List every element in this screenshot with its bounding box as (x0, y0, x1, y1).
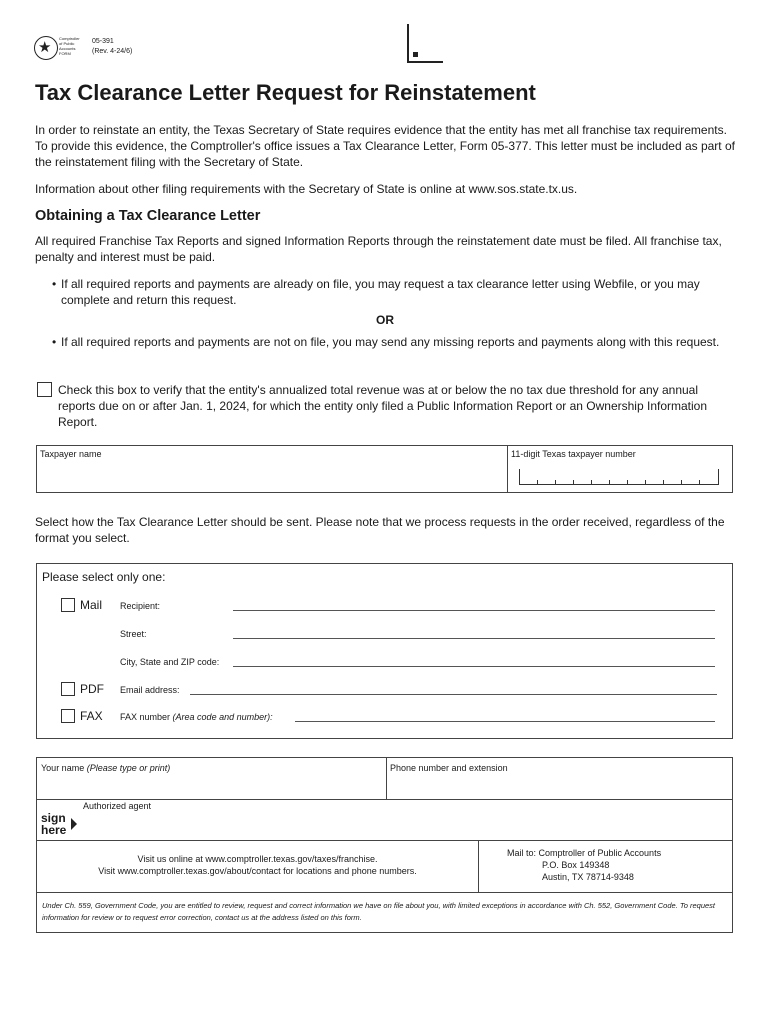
visit-franchise-link: Visit us online at www.comptroller.texas.gov/taxes/franchise. (137, 854, 378, 864)
email-label: Email address: (120, 685, 180, 695)
section-heading: Obtaining a Tax Clearance Letter (35, 208, 261, 224)
taxpayer-number-field[interactable] (519, 468, 719, 485)
po-box-line: P.O. Box 149348 (542, 860, 610, 870)
digit-tick (645, 480, 646, 485)
mail-checkbox[interactable] (61, 598, 75, 612)
agency-line: of Public (59, 41, 75, 46)
or-divider: OR (376, 313, 394, 327)
digit-tick (537, 480, 538, 485)
digit-tick (555, 480, 556, 485)
row-divider (37, 799, 732, 800)
digit-tick (663, 480, 664, 485)
your-name-field[interactable] (39, 774, 384, 798)
digit-tick (627, 480, 628, 485)
form-number: 05-391 (92, 38, 114, 45)
star-icon: ★ (38, 39, 52, 56)
fax-number-label (120, 712, 273, 722)
visit-online-text (37, 853, 478, 877)
taxpayer-number-label: 11-digit Texas taxpayer number (511, 449, 636, 459)
agency-name (59, 36, 81, 56)
divider (478, 840, 479, 892)
delivery-instructions: Select how the Tax Clearance Letter should be sent. Please note that we process requests in the order received, regardless of the format you select. (35, 515, 725, 545)
your-name-label-text: Your name (41, 763, 85, 773)
page-title: Tax Clearance Letter Request for Reinstatement (35, 80, 536, 105)
phone-label: Phone number and extension (390, 763, 508, 773)
street-label: Street: (120, 629, 147, 639)
form-revision: (Rev. 4-24/6) (92, 48, 133, 55)
city-state-zip-label: City, State and ZIP code: (120, 657, 220, 667)
bullet-item (52, 334, 741, 350)
your-name-label (41, 763, 170, 773)
row-divider (37, 840, 732, 841)
street-field[interactable] (233, 638, 715, 639)
your-name-hint: (Please type or print) (86, 763, 171, 773)
corner-mark (413, 52, 418, 57)
bullet-icon: • (52, 335, 57, 349)
bullet-text: If all required reports and payments are already on file, you may request a tax clearance letter using Webfile, or you may complete and return this request. (61, 277, 700, 307)
bullet-item (52, 276, 741, 308)
field-baseline (519, 484, 719, 485)
fax-label: FAX (80, 709, 103, 723)
mail-label: Mail (80, 598, 103, 612)
digit-tick (699, 480, 700, 485)
sign-word: sign (41, 811, 66, 825)
sign-here-arrow-icon (71, 818, 77, 830)
digit-tick (681, 480, 682, 485)
email-field[interactable] (190, 694, 717, 695)
comptroller-seal-logo (34, 36, 58, 60)
divider (386, 758, 387, 799)
bullet-text: If all required reports and payments are not on file, you may send any missing reports and payments along with this request. (61, 335, 720, 349)
intro-paragraph: In order to reinstate an entity, the Texas Secretary of State requires evidence that the entity has met all franchise tax requirements. To provide this evidence, the Comptroller's office issues a Tax Clearance Letter, Form 05-377. This letter must be included as part of the reinstatement filing with the Secretary of State. (35, 123, 735, 169)
form-id (92, 37, 132, 57)
digit-tick (519, 469, 520, 485)
corner-mark (407, 24, 409, 63)
phone-field[interactable] (388, 774, 731, 798)
digit-tick (609, 480, 610, 485)
agency-line: Comptroller (59, 36, 80, 41)
recipient-field[interactable] (233, 610, 715, 611)
fax-number-field[interactable] (295, 721, 715, 722)
row-divider (37, 892, 732, 893)
taxpayer-info-box (36, 445, 733, 493)
requirements-paragraph: All required Franchise Tax Reports and signed Information Reports through the reinstatement date must be filed. All franchise tax, penalty and interest must be paid. (35, 234, 722, 264)
fax-number-hint: (Area code and number): (172, 712, 273, 722)
here-word: here (41, 823, 67, 837)
digit-tick (718, 469, 719, 485)
authorized-agent-label: Authorized agent (83, 801, 152, 811)
recipient-label: Recipient: (120, 601, 161, 611)
mailing-address (507, 847, 661, 883)
city-state-zip-field[interactable] (233, 666, 715, 667)
fax-checkbox[interactable] (61, 709, 75, 723)
sign-here-marker (41, 812, 66, 836)
delivery-method-box (36, 563, 733, 739)
digit-tick (573, 480, 574, 485)
digit-tick (591, 480, 592, 485)
agency-line: Accounts (59, 46, 76, 51)
visit-contact-link: Visit www.comptroller.texas.gov/about/contact for locations and phone numbers. (98, 866, 417, 876)
corner-mark (407, 61, 443, 63)
pdf-label: PDF (80, 682, 104, 696)
signature-field[interactable] (79, 810, 729, 838)
privacy-notice: Under Ch. 559, Government Code, you are entitled to review, request and correct information we have on file about you, with limited exceptions in accordance with Ch. 552, Government Code. To request information for review or to request error correction, contact us at the address listed on this form. (42, 901, 716, 922)
select-one-header: Please select only one: (42, 570, 166, 584)
city-line: Austin, TX 78714-9348 (542, 872, 634, 882)
agency-line: FORM (59, 51, 71, 56)
taxpayer-name-label: Taxpayer name (40, 449, 102, 459)
revenue-threshold-checkbox[interactable] (37, 382, 52, 397)
fax-number-label-text: FAX number (120, 712, 171, 722)
taxpayer-name-field[interactable] (39, 460, 505, 490)
revenue-threshold-text: Check this box to verify that the entity's annualized total revenue was at or below the no tax due threshold for any annual reports due on or after Jan. 1, 2024, for which the entity only filed a Public Information Report or an Ownership Information Report. (58, 383, 708, 429)
mail-to-line: Mail to: Comptroller of Public Accounts (507, 848, 662, 858)
sos-info-paragraph: Information about other filing requirements with the Secretary of State is online at www.sos.state.tx.us. (35, 182, 578, 196)
divider (507, 446, 508, 492)
bullet-icon: • (52, 277, 57, 291)
pdf-checkbox[interactable] (61, 682, 75, 696)
